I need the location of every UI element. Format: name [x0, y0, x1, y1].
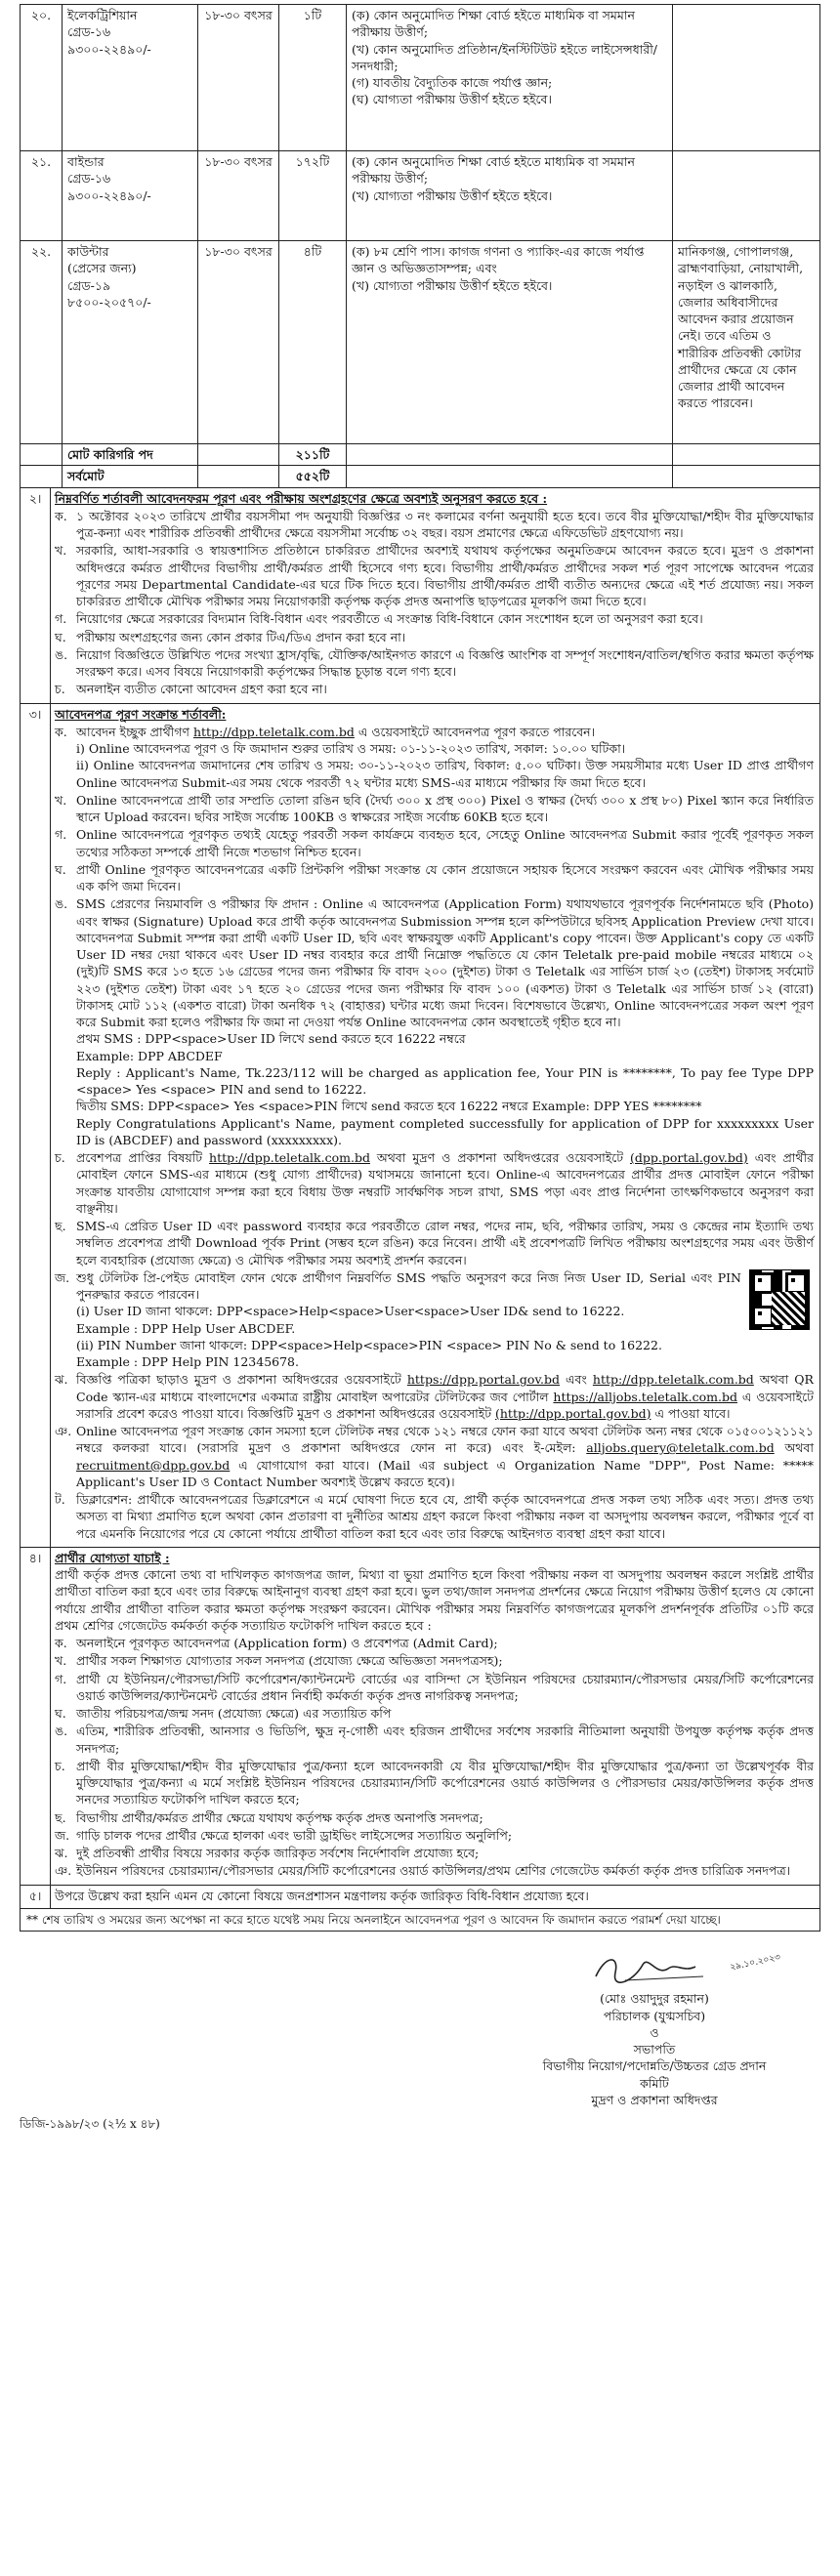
sms-first: প্রথম SMS : DPP<space>User ID লিখে send করতে হবে 16222 নম্বরে: [76, 1031, 466, 1047]
sms-first-example: Example: DPP ABCDEF: [76, 1048, 223, 1063]
serial-cell: ২০.: [21, 5, 63, 151]
list-item: ছ. বিভাগীয় প্রার্থীর/কর্মরত প্রার্থীর ক্ষেত্রে যথাযথ কর্তৃপক্ষ কর্তৃক প্রদত্ত অনাপত্তি সনদপত্র;: [55, 1809, 483, 1825]
list-item: ঙ. নিয়োগ বিজ্ঞপ্তিতে উল্লিখিত পদের সংখ্যা হ্রাস/বৃদ্ধি, যৌক্তিক/আইনগত কারণে এ বিজ্ঞপ্তি আংশিক বা সম্পূর্ণ সংশোধন/বাতিল/স্থগিত করার ক্ষমতা কর্তৃপক্ষ সংরক্ষণ করে। এসব বিষয়ে নিয়োগকারী কর্তৃপক্ষের সিদ্ধান্ত চূড়ান্ত বলে গণ্য হবে।: [55, 646, 814, 679]
list-item: ছ. SMS-এ প্রেরিত User ID এবং password ব্যবহার করে পরবর্তীতে রোল নম্বর, পদের নাম, ছবি, পরীক্ষার তারিখ, সময় ও কেন্দ্রের নাম ইত্যাদি তথ্য সম্বলিত প্রবেশপত্র প্রার্থী Download পূর্বক Print (সম্ভব হলে রঙিন) করে নিবেন। প্রার্থী এই প্রবেশপত্রটি লিখিত পরীক্ষায় অংশগ্রহণের সময় এবং উত্তীর্ণ হলে ব্যবহারিক (প্রযোজ্য ক্ষেত্রে) ও মৌখিক পরীক্ষার সময় অবশ্যই প্রদর্শন করবেন।: [55, 1219, 814, 1267]
list-item: জ. শুধু টেলিটক প্রি-পেইড মোবাইল ফোন থেকে প্রার্থীগণ নিম্নবর্ণিত SMS পদ্ধতি অনুসরণ করে নিজ নিজ User ID, Serial এবং PIN পুনরুদ্ধার করতে পারবেন। (i) User ID জানা থাকলে: DPP<space>Help<space>User<space>User ID& send to 16222. Example : DPP Help User ABCDEF. (ii) PIN Number জানা থাকলে: DPP<space>Help<space>PIN <space> PIN No & send to 16222. Example : DPP Help PIN 12345678.: [55, 1269, 814, 1371]
post-name-note: (প্রেসের জন্য): [67, 261, 137, 276]
total-row: [21, 444, 820, 466]
signatory-committee: বিভাগীয় নিয়োগ/পদোন্নতি/উচ্চতর গ্রেড প্রদান কমিটি: [542, 2058, 767, 2091]
dpp-portal-link[interactable]: https://dpp.portal.gov.bd: [406, 1372, 561, 1388]
list-item: খ. প্রার্থীর সকল শিক্ষাগত যোগ্যতার সকল সনদপত্র (প্রযোজ্য ক্ষেত্রে অভিজ্ঞতা সনদপত্রসহ);: [55, 1653, 503, 1669]
signature-date: ২৯.১০.২০২৩: [729, 1952, 782, 1974]
recovery-pin-example: Example : DPP Help PIN 12345678.: [76, 1354, 299, 1369]
post-name: কাউন্টার: [67, 244, 109, 259]
teletalk-link[interactable]: http://dpp.teletalk.com.bd: [592, 1372, 754, 1388]
section-application: [20, 704, 820, 1548]
section-heading: আবেদনপত্র পূরণ সংক্রান্ত শর্তাবলী:: [55, 706, 227, 722]
section-number: ৪।: [28, 1550, 42, 1565]
list-item: ঘ. পরীক্ষায় অংশগ্রহণের জন্য কোন প্রকার টিএ/ডিএ প্রদান করা হবে না।: [55, 629, 406, 644]
post-name: বাইন্ডার: [67, 154, 105, 169]
qualification-cell: [347, 241, 673, 444]
post-name-cell: [63, 151, 198, 241]
qualification-line: (ক) কোন অনুমোদিত শিক্ষা বোর্ড হইতে মাধ্যমিক বা সমমান পরীক্ষায় উত্তীর্ণ;: [352, 154, 635, 187]
list-item: ঞ. Online আবেদনপত্র পূরণ সংক্রান্ত কোন সমস্যা হলে টেলিটক নম্বর থেকে ১২১ নম্বরে ফোন করা যাবে অথবা টেলিটক অন্য নম্বর থেকে ০১৫০০১২১১২১ নম্বরে কলকরা যাবে। (সরাসরি মুদ্রণ ও প্রকাশনা অধিদপ্তরে ফোন না করে) এবং ই-মেইল: alljobs.query@teletalk.com.bd অথবা recruitment@dpp.gov.bd এ যোগাযোগ করা যাবে। (Mail এর subject এ Organization Name "DPP", Post Name: ***** Applicant's User ID ও Contact Number অবশ্যই উল্লেখ করতে হবে)।: [55, 1424, 814, 1489]
list-item: চ. প্রবেশপত্র প্রাপ্তির বিষয়টি http://dpp.teletalk.com.bd অথবা মুদ্রণ ও প্রকাশনা অধিদপ্তরের ওয়েবসাইটে (dpp.portal.gov.bd) এবং প্রার্থীর মোবাইল ফোনে SMS-এর মাধ্যমে (শুধু যোগ্য প্রার্থীদের) যথাসময়ে জানানো হবে। Online-এ আবেদনপত্রের প্রার্থীর প্রদত্ত মোবাইল ফোনে পরীক্ষা সংক্রান্ত যাবতীয় যোগাযোগ সম্পন্ন করা হবে বিধায় উক্ত নম্বরটি সার্বক্ষণিক সচল রাখা, SMS পড়া এবং প্রাপ্ত নির্দেশনা তাৎক্ষণিকভাবে অনুসরণ করা বাঞ্ছনীয়।: [55, 1150, 814, 1216]
qr-code-icon[interactable]: [749, 1269, 810, 1330]
qualification-line: (খ) যোগ্যতা পরীক্ষায় উত্তীর্ণ হইতে হইবে।: [352, 277, 553, 293]
section-eligibility: [20, 1548, 820, 1886]
sms-second: দ্বিতীয় SMS: DPP<space> Yes <space>PIN লিখে send করতে হবে 16222 নম্বরে Example: DPP YES ********: [76, 1099, 702, 1114]
posts-table: [20, 4, 820, 488]
list-item: ঞ. ইউনিয়ন পরিষদের চেয়ারম্যান/পৌরসভার মেয়র/সিটি কর্পোরেশনের ওয়ার্ড কাউন্সিলর/প্রথম শ্রেণির গেজেটেড কর্মকর্তা কর্তৃক প্রদত্ত চারিত্রিক সনদপত্র।: [55, 1863, 791, 1879]
signatory-office: মুদ্রণ ও প্রকাশনা অধিদপ্তর: [591, 2092, 718, 2107]
section-number: ৩।: [28, 706, 42, 722]
section-text: উপরে উল্লেখ করা হয়নি এমন যে কোনো বিষয়ে জনপ্রশাসন মন্ত্রণালয় কর্তৃক জারিকৃত বিধি-বিধান প্রযোজ্য হবে।: [55, 1888, 589, 1903]
circular-page: [20, 0, 820, 2133]
end-date-line: ii) Online আবেদনপত্র জমাদানের শেষ তারিখ ও সময়: ৩০-১১-২০২৩ তারিখ, বিকাল: ৫.০০ ঘটিকা। উক্ত সময়সীমার মধ্যে User ID প্রাপ্ত প্রার্থীগণ Online আবেদনপত্র Submit-এর সময় থেকে পরবর্তী ৭২ ঘন্টার মধ্যে SMS-এর মাধ্যমে পরীক্ষার ফি জমা দিতে হবে।: [76, 758, 814, 790]
signatory-name: (মোঃ ওয়াদুদুর রহমান): [600, 1991, 709, 2007]
qualification-line: (ক) ৮ম শ্রেণি পাস। কাগজ গণনা ও প্যাকিং-এর কাজে পর্যাপ্ত জ্ঞান ও অভিজ্ঞতাসম্পন্ন; এবং: [352, 244, 645, 276]
qualification-cell: [347, 151, 673, 241]
list-item: ট. ডিক্লারেশন: প্রার্থীকে আবেদনপত্রের ডিক্লারেশনে এ মর্মে ঘোষণা দিতে হবে যে, প্রার্থী কর্তৃক আবেদনপত্রে প্রদত্ত সকল তথ্য সঠিক এবং সত্য। প্রদত্ত তথ্য অসত্য বা মিথ্যা প্রমাণিত হলে অথবা কোন প্রতারণা বা দুর্নীতির আশ্রয় গ্রহণ করলে কিংবা পরীক্ষায় নকল বা অসদুপায় অবলম্বন করলে, পরীক্ষার পূর্বে বা পরে এমনকি নিয়োগের পরে যে কোনো পর্যায়ে প্রার্থীতা বাতিল করা হবে এবং তার বিরুদ্ধে আইনগত ব্যবস্থা গ্রহণ করা যাবে।: [55, 1492, 814, 1541]
table-row: [21, 241, 820, 444]
sms-first-reply: Reply : Applicant's Name, Tk.223/112 will be charged as application fee, Your PIN is ********, To pay fee Type DPP <space> Yes <space> PIN and send to 16222.: [76, 1064, 814, 1097]
remarks-cell: মানিকগঞ্জ, গোপালগঞ্জ, ব্রাহ্মণবাড়িয়া, নোয়াখালী, নড়াইল ও ঝালকাঠি, জেলার অধিবাসীদের আবেদন করার প্রয়োজন নেই। তবে এতিম ও শারীরিক প্রতিবন্ধী কোটার প্রার্থীদের ক্ষেত্রে যে কোন জেলার প্রার্থী আবেদন করতে পারবেন।: [673, 241, 820, 444]
signatory-and: ও: [650, 2024, 659, 2040]
section-heading: নিম্নবর্ণিত শর্তাবলী আবেদনফরম পূরণ এবং পরীক্ষায় অংশগ্রহণের ক্ষেত্রে অবশ্যই অনুসরণ করতে হবে :: [55, 490, 548, 506]
count-cell: ১টি: [279, 5, 347, 151]
section-rules: [20, 1886, 820, 1909]
post-grade: গ্রেড-১৬: [67, 171, 111, 187]
signatory-role: সভাপতি: [633, 2042, 676, 2057]
pay-scale: ৮৫০০-২০৫৭০/-: [67, 294, 151, 310]
list-item: ঘ. জাতীয় পরিচয়পত্র/জন্ম সনদ (প্রযোজ্য ক্ষেত্রে) এর সত্যায়িত কপি: [55, 1706, 392, 1721]
signature-block: [527, 1947, 781, 2108]
list-item: ঙ. SMS প্রেরণের নিয়মাবলি ও পরীক্ষার ফি প্রদান : Online এ আবেদনপত্র (Application Form) যথাযথভাবে পূরণপূর্বক নির্দেশনামতে ছবি (Photo) এবং স্বাক্ষর (Signature) Upload করে প্রার্থী কর্তৃক আবেদনপত্র Submission সম্পন্ন হলে কম্পিউটারে ছবিসহ Application Preview দেখা যাবে। আবেদনপত্র Submit সম্পন্ন করা প্রার্থী একটি User ID, ছবি এবং স্বাক্ষরযুক্ত একটি Applicant's copy পাবেন। উক্ত Applicant's copy তে একটি User ID নম্বর দেয়া থাকবে এবং User ID নম্বর ব্যবহার করে প্রার্থী নিম্নোক্ত পদ্ধতিতে যে কোন Teletalk pre-paid mobile নম্বরের মাধ্যমে ০২ (দুই)টি SMS করে ১৩ হতে ১৬ গ্রেডের পদের জন্য পরীক্ষার ফি বাবদ ২০০ (দুইশত) টাকা ও Teletalk এর সার্ভিস চার্জ ২৩ (তেইশ) টাকাসহ সর্বমোট ২২৩ (দুইশত তেইশ) টাকা এবং ১৭ হতে ২০ গ্রেডের পদের জন্য পরীক্ষার ফি বাবদ ১০০ (একশত) টাকা ও Teletalk এর সার্ভিস চার্জ ১২ (বারো) টাকাসহ মোট ১১২ (একশত বারো) টাকা অনধিক ৭২ (বাহাত্তর) ঘন্টার মধ্যে জমা দিবেন। বিশেষভাবে উল্লেখ্য, Online আবেদনপত্রের সকল অংশ পূরণ করে Submit করা হলেও পরীক্ষার ফি জমা না দেওয়া পর্যন্ত Online আবেদনপত্র কোন অবস্থাতেই গৃহীত হবে না। প্রথম SMS : DPP<space>User ID লিখে send করতে হবে 16222 নম্বরে Example: DPP ABCDEF Reply : Applicant's Name, Tk.223/112 will be charged as application fee, Your PIN is ********, To pay fee Type DPP <space> Yes <space> PIN and send to 16222. দ্বিতীয় SMS: DPP<space> Yes <space>PIN লিখে send করতে হবে 16222 নম্বরে Example: DPP YES ******** Reply Congratulations Applicant's Name, payment completed successfully for application of DPP for xxxxxxxxx User ID is (ABCDEF) and password (xxxxxxxxx).: [55, 896, 814, 1147]
list-item: ঘ. প্রার্থী Online পূরণকৃত আবেদনপত্রের একটি প্রিন্টকপি পরীক্ষা সংক্রান্ত যে কোন প্রয়োজনে সহায়ক হিসেবে সংরক্ষণ করবেন এবং মৌখিক পরীক্ষার সময় এক কপি জমা দিবেন।: [55, 861, 814, 893]
post-name-cell: [63, 5, 198, 151]
post-name: ইলেকট্রিশিয়ান: [67, 8, 138, 22]
serial-cell: ২১.: [21, 151, 63, 241]
count-cell: ৪টি: [279, 241, 347, 444]
start-date-line: i) Online আবেদনপত্র পূরণ ও ফি জমাদান শুরুর তারিখ ও সময়: ০১-১১-২০২৩ তারিখ, সকাল: ১০.০০ ঘটিকা।: [76, 741, 626, 756]
qualification-line: (খ) যোগ্যতা পরীক্ষায় উত্তীর্ণ হইতে হইবে।: [352, 187, 553, 203]
signature-icon: [586, 1947, 723, 1990]
section-number: ২।: [28, 490, 42, 506]
age-cell: ১৮-৩০ বৎসর: [198, 151, 279, 241]
section-conditions: [20, 488, 820, 704]
dpp-portal-link[interactable]: (http://dpp.portal.gov.bd): [495, 1405, 651, 1421]
total-value: ২১১টি: [279, 444, 347, 466]
teletalk-link[interactable]: http://dpp.teletalk.com.bd: [209, 1150, 370, 1165]
section-heading: প্রার্থীর যোগ্যতা যাচাই :: [55, 1550, 170, 1565]
table-row: [21, 151, 820, 241]
count-cell: ১৭২টি: [279, 151, 347, 241]
pay-scale: ৯৩০০-২২৪৯০/-: [67, 187, 151, 203]
recovery-pin: (ii) PIN Number জানা থাকলে: DPP<space>Help<space>PIN <space> PIN No & send to 16222.: [76, 1337, 662, 1352]
list-item: ক. অনলাইনে পূরণকৃত আবেদনপত্র (Application form) ও প্রবেশপত্র (Admit Card);: [55, 1636, 498, 1650]
age-cell: ১৮-৩০ বৎসর: [198, 5, 279, 151]
list-item: ঙ. এতিম, শারীরিক প্রতিবন্ধী, আনসার ও ভিডিপি, ক্ষুদ্র নৃ-গোষ্ঠী এবং হরিজন প্রার্থীদের সর্বশেষ সরকারি নীতিমালা অনুযায়ী উপযুক্ত কর্তৃপক্ষ কর্তৃক প্রদত্ত সনদপত্র;: [55, 1724, 814, 1756]
post-name-cell: [63, 241, 198, 444]
dpp-portal-link[interactable]: (dpp.portal.gov.bd): [629, 1150, 748, 1165]
list-item: ঝ. দুই প্রতিবন্ধী প্রার্থীর বিষয়ে সরকার কর্তৃক জারিকৃত সর্বশেষ নির্দেশাবলি প্রযোজ্য হবে;: [55, 1846, 480, 1860]
list-item: খ. Online আবেদনপত্রে প্রার্থী তার সম্প্রতি তোলা রঙিন ছবি (দৈর্ঘ্য ৩০০ x প্রস্থ ৩০০) Pixel ও স্বাক্ষর (দৈর্ঘ্য ৩০০ x প্রস্থ ৮০) Pixel স্ক্যান করে নির্ধারিত স্থানে Upload করবেন। ছবির সাইজ সর্বোচ্চ 100KB ও স্বাক্ষরের সাইজ সর্বোচ্চ 60KB হতে হবে।: [55, 792, 814, 824]
section-number: ৫।: [28, 1888, 42, 1903]
list-item: ক. ১ অক্টোবর ২০২৩ তারিখে প্রার্থীর বয়সসীমা পদ অনুযায়ী বিজ্ঞপ্তির ৩ নং কলামের বর্ণনা অনুযায়ী হতে হবে। তবে বীর মুক্তিযোদ্ধা/শহীদ বীর মুক্তিযোদ্ধার পুত্র-কন্যা এবং শারীরিক প্রতিবন্ধী প্রার্থীদের ক্ষেত্রে বয়সসীমা সর্বোচ্চ ৩২ বছর। বয়স প্রমাণের ক্ষেত্রে এফিডেভিট গ্রহণযোগ্য নয়।: [55, 508, 814, 540]
email-link[interactable]: alljobs.query@teletalk.com.bd: [586, 1440, 775, 1456]
list-item: জ. গাড়ি চালক পদের প্রার্থীর ক্ষেত্রে হালকা এবং ভারী ড্রাইভিং লাইসেন্সের সত্যায়িত অনুলিপি;: [55, 1827, 513, 1843]
qualification-line: (গ) যাবতীয় বৈদ্যুতিক কাজে পর্যাপ্ত জ্ঞান;: [352, 75, 553, 90]
list-item: ঝ. বিজ্ঞপ্তি পত্রিকা ছাড়াও মুদ্রণ ও প্রকাশনা অধিদপ্তরের ওয়েবসাইটে https://dpp.portal.gov.bd এবং http://dpp.teletalk.com.bd অথবা QR Code স্ক্যান-এর মাধ্যমে বাংলাদেশের একমাত্র রাষ্ট্রীয় মোবাইল অপারেটর টেলিটকের জব পোর্টাল https://alljobs.teletalk.com.bd এ ওয়েবসাইটে সরাসরি প্রবেশ করেও পাওয়া যাবে। বিজ্ঞপ্তিটি মুদ্রণ ও প্রকাশনা অধিদপ্তরের ওয়েবসাইট (http://dpp.portal.gov.bd) এ পাওয়া যাবে।: [55, 1372, 814, 1421]
signatory-role: পরিচালক (যুগ্মসচিব): [603, 2008, 706, 2023]
qualification-line: (ঘ) যোগ্যতা পরীক্ষায় উত্তীর্ণ হইতে হইবে।: [352, 92, 552, 107]
email-link[interactable]: recruitment@dpp.gov.bd: [76, 1457, 231, 1473]
qualification-line: (খ) কোন অনুমোদিত প্রতিষ্ঠান/ইনস্টিটিউট হইতে লাইসেন্সধারী/সনদধারী;: [352, 41, 657, 73]
alljobs-link[interactable]: https://alljobs.teletalk.com.bd: [553, 1389, 737, 1404]
grand-total-value: ৫৫২টি: [279, 466, 347, 487]
age-cell: ১৮-৩০ বৎসর: [198, 241, 279, 444]
remarks-cell: [673, 151, 820, 241]
remarks-cell: [673, 5, 820, 151]
recovery-userid: (i) User ID জানা থাকলে: DPP<space>Help<space>User<space>User ID& send to 16222.: [76, 1304, 625, 1319]
post-grade: গ্রেড-১৯: [67, 277, 111, 293]
post-grade: গ্রেড-১৬: [67, 24, 111, 40]
teletalk-link[interactable]: http://dpp.teletalk.com.bd: [192, 724, 355, 739]
list-item: ক. আবেদন ইচ্ছুক প্রার্থীগণ http://dpp.teletalk.com.bd এ ওয়েবসাইটে আবেদনপত্র পূরণ করতে পারবেন। i) Online আবেদনপত্র পূরণ ও ফি জমাদান শুরুর তারিখ ও সময়: ০১-১১-২০২৩ তারিখ, সকাল: ১০.০০ ঘটিকা। ii) Online আবেদনপত্র জমাদানের শেষ তারিখ ও সময়: ৩০-১১-২০২৩ তারিখ, বিকাল: ৫.০০ ঘটিকা। উক্ত সময়সীমার মধ্যে User ID প্রাপ্ত প্রার্থীগণ Online আবেদনপত্র Submit-এর সময় থেকে পরবর্তী ৭২ ঘন্টার মধ্যে SMS-এর মাধ্যমে পরীক্ষার ফি জমা দিতে হবে।: [55, 724, 814, 790]
list-item: চ. প্রার্থী বীর মুক্তিযোদ্ধা/শহীদ বীর মুক্তিযোদ্ধার পুত্র/কন্যা হলে আবেদনকারী যে বীর মুক্তিযোদ্ধা/শহীদ বীর মুক্তিযোদ্ধার পুত্র/কন্যা তা উল্লেখপূর্বক বীর মুক্তিযোদ্ধার পুত্র/কন্যা এ মর্মে সংশ্লিষ্ট ইউনিয়ন পরিষদের চেয়ারম্যান/সিটি কর্পোরেশনের ওয়ার্ড কাউন্সিলর ও পৌরসভার মেয়র/কাউন্সিলর কর্তৃক প্রদত্ত সনদের সত্যায়িত ফটোকপি দাখিল করতে হবে;: [55, 1758, 814, 1807]
table-row: [21, 5, 820, 151]
pay-scale: ৯৩০০-২২৪৯০/-: [67, 41, 151, 57]
serial-cell: ২২.: [21, 241, 63, 444]
list-item: চ. অনলাইন ব্যতীত কোনো আবেদন গ্রহণ করা হবে না।: [55, 682, 327, 697]
list-item: গ. Online আবেদনপত্রে পূরণকৃত তথ্যই যেহেতু পরবর্তী সকল কার্যক্রমে ব্যবহৃত হবে, সেহেতু Online আবেদনপত্র Submit করার পূর্বেই পূরণকৃত সকল তথ্যের সঠিকতা সম্পর্কে প্রার্থী নিজে শতভাগ নিশ্চিত হবেন।: [55, 827, 814, 859]
sms-second-reply: Reply Congratulations Applicant's Name, payment completed successfully for application of DPP for xxxxxxxxx User ID is (ABCDEF) and password (xxxxxxxxx).: [76, 1115, 814, 1147]
section-intro: প্রার্থী কর্তৃক প্রদত্ত কোনো তথ্য বা দাখিলকৃত কাগজপত্র জাল, মিথ্যা বা ভুয়া প্রমাণিত হলে কিংবা পরীক্ষায় নকল বা অসদুপায় অবলম্বন করলে সংশ্লিষ্ট প্রার্থীর প্রার্থীতা বাতিল করা হবে এবং তার বিরুদ্ধে আইনানুগ ব্যবস্থা গ্রহণ করা হবে। ভুল তথ্য/জাল সনদপত্র প্রদর্শনের ক্ষেত্রে নিয়োগ পরীক্ষায় উত্তীর্ণ হলেও যে কোনো পর্যায়ে প্রার্থীর প্রার্থীতা বাতিল করার ক্ষমতা কর্তৃপক্ষ সংরক্ষণ করবেন। মৌখিক পরীক্ষার সময় নিম্নবর্ণিত কাগজপত্রের মূলকপি প্রদর্শনপূর্বক প্রতিটির ০১টি করে প্রথম শ্রেণির গেজেটেড কর্মকর্তা কর্তৃক সত্যায়িত ফটোকপি দাখিল করতে হবে :: [55, 1567, 814, 1633]
list-item: গ. প্রার্থী যে ইউনিয়ন/পৌরসভা/সিটি কর্পোরেশন/ক্যান্টনমেন্ট বোর্ডের এর বাসিন্দা সে ইউনিয়ন পরিষদের চেয়ারম্যান/পৌরসভার মেয়র/সিটি কর্পোরেশনের ওয়ার্ড কাউন্সিলর/ক্যান্টনমেন্ট বোর্ডের প্রধান নির্বাহী কর্মকর্তা কর্তৃক প্রদত্ত নাগরিকত্ব সনদপত্র;: [55, 1671, 814, 1703]
list-item: খ. সরকারি, আধা-সরকারি ও স্বায়ত্তশাসিত প্রতিষ্ঠানে চাকরিরত প্রার্থীদের অবশ্যই যথাযথ কর্তৃপক্ষের অনুমতিক্রমে আবেদন করতে হবে। মুদ্রণ ও প্রকাশনা অধিদপ্তরে কর্মরত প্রার্থীদের বিভাগীয় প্রার্থী/কর্মরত প্রার্থী হিসেবে গণ্য হবে। বিভাগীয় প্রার্থী/কর্মরত প্রার্থীদের সকল শর্ত পূরণ সাপেক্ষে আবেদন পত্রের পূরণের সময় Departmental Candidate-এর ঘরে টিক দিতে হবে। বিভাগীয় প্রার্থী/কর্মরত প্রার্থী ব্যতীত অন্যদের ক্ষেত্রে এই শর্ত প্রযোজ্য নয়। সকল চাকরিরত প্রার্থীকে মৌখিক পরীক্ষার সময় নিয়োগকারী কর্তৃপক্ষ কর্তৃক প্রদত্ত অনাপত্তি ছাড়পত্রের মূলকপি জমা দিতে হবে।: [55, 543, 814, 608]
qualification-cell: [347, 5, 673, 151]
grand-total-label: সর্বমোট: [63, 466, 198, 487]
recovery-userid-example: Example : DPP Help User ABCDEF.: [76, 1320, 296, 1336]
total-label: মোট কারিগরি পদ: [63, 444, 198, 466]
grand-total-row: [21, 466, 820, 487]
list-item: গ. নিয়োগের ক্ষেত্রে সরকারের বিদ্যমান বিধি-বিধান এবং পরবর্তীতে এ সংক্রান্ত বিধি-বিধানে কোন সংশোধন হলে তা অনুসরণ করা হবে।: [55, 611, 703, 627]
print-code: ডিজি-১৯৯৮/২৩ (২½ x ৪৮): [20, 2117, 160, 2132]
advice-note: ** শেষ তারিখ ও সময়ের জন্য অপেক্ষা না করে হাতে যথেষ্ট সময় নিয়ে অনলাইনে আবেদনপত্র পূরণ ও আবেদন ফি জমাদান করতে পরামর্শ দেয়া যাচ্ছে।: [20, 1909, 820, 1932]
qualification-line: (ক) কোন অনুমোদিত শিক্ষা বোর্ড হইতে মাধ্যমিক বা সমমান পরীক্ষায় উত্তীর্ণ;: [352, 8, 635, 40]
